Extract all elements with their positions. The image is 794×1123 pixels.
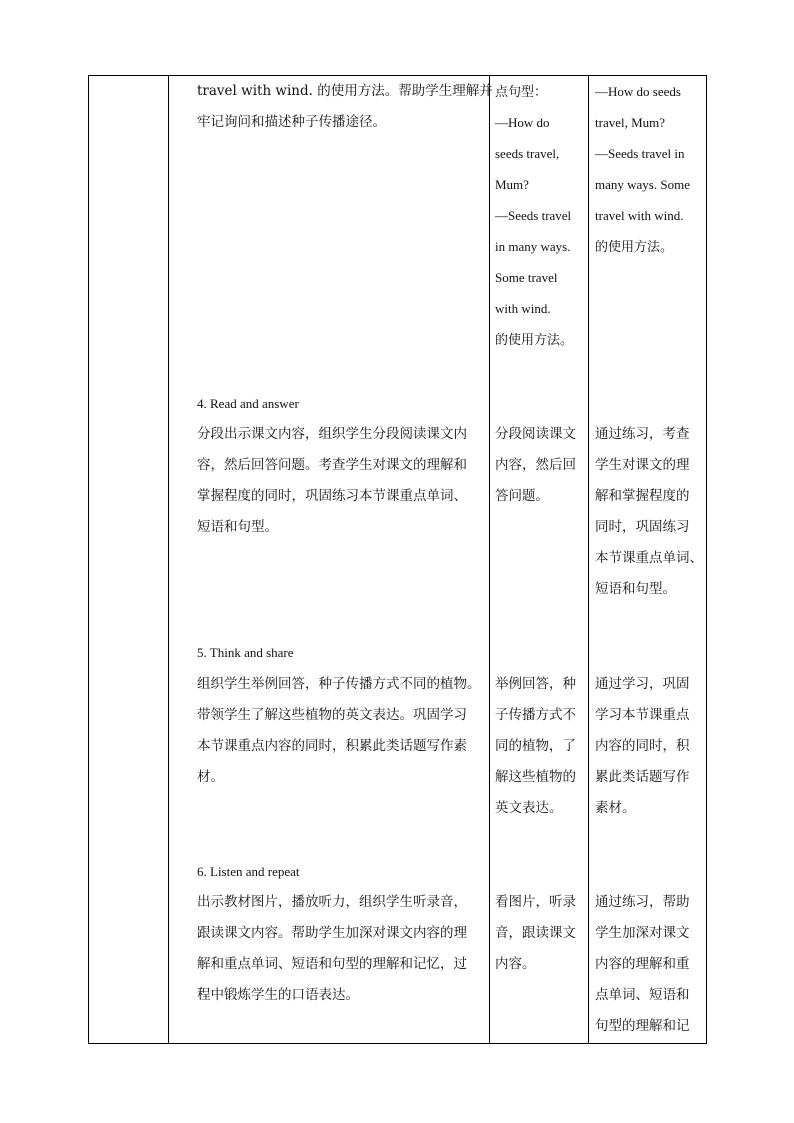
text-line: travel, Mum? — [595, 115, 666, 130]
section4-heading: 4. Read and answer — [197, 396, 299, 411]
text-line: travel with wind. 的使用方法。帮助学生理解并 — [197, 83, 493, 99]
text-line: seeds travel, — [495, 146, 560, 161]
text-line: —Seeds travel in — [595, 146, 685, 161]
section6-teacher-text — [197, 887, 467, 1011]
text-line: 累此类话题写作 — [595, 769, 690, 785]
text-line: 的使用方法。 — [595, 239, 674, 254]
text-line: 的使用方法。 — [495, 332, 574, 347]
section5-purpose-text — [595, 669, 690, 824]
column-divider-1 — [168, 76, 169, 1043]
text-line: 牢记询问和描述种子传播途径。 — [197, 114, 386, 130]
section4-student-text — [495, 419, 576, 512]
text-line: 举例回答，种 — [495, 676, 576, 692]
text-line: 带领学生了解这些植物的英文表达。巩固学习 — [197, 707, 467, 723]
text-line: 子传播方式不 — [495, 707, 576, 723]
section6-purpose-text — [595, 887, 690, 1042]
section3-purpose-text — [595, 76, 690, 262]
text-line: 素材。 — [595, 800, 636, 816]
text-line: with wind. — [495, 301, 551, 316]
text-line: 通过练习，考查 — [595, 426, 690, 442]
section6-student-text — [495, 887, 576, 980]
text-line: —Seeds travel — [495, 208, 572, 223]
text-line: 解这些植物的 — [495, 769, 576, 785]
text-line: 答问题。 — [495, 488, 549, 504]
text-line: 英文表达。 — [495, 800, 563, 816]
column-divider-2 — [489, 76, 490, 1043]
text-line: —How do seeds — [595, 84, 681, 99]
text-line: 分段出示课文内容，组织学生分段阅读课文内 — [197, 426, 467, 442]
section5-teacher-text — [197, 669, 481, 793]
text-line: 句型的理解和记 — [595, 1018, 690, 1034]
text-line: 短语和句型。 — [595, 581, 676, 597]
text-line: 通过练习，帮助 — [595, 894, 690, 910]
text-line: 同时，巩固练习 — [595, 519, 690, 535]
text-line: 短语和句型。 — [197, 519, 278, 535]
text-line: 分段阅读课文 — [495, 426, 576, 442]
text-line: 本节课重点内容的同时，积累此类话题写作素 — [197, 738, 467, 754]
text-line: 组织学生举例回答，种子传播方式不同的植物。 — [197, 676, 481, 692]
text-line: 掌握程度的同时，巩固练习本节课重点单词、 — [197, 488, 467, 504]
text-line: 跟读课文内容。帮助学生加深对课文内容的理 — [197, 925, 467, 941]
text-line: 内容。 — [495, 956, 536, 972]
text-line: many ways. Some — [595, 177, 690, 192]
text-line: 音，跟读课文 — [495, 925, 576, 941]
text-line: 通过学习，巩固 — [595, 676, 690, 692]
text-line: 学生加深对课文 — [595, 925, 690, 941]
section4-purpose-text — [595, 419, 703, 605]
text-line: in many ways. — [495, 239, 571, 254]
text-line: 点单词、短语和 — [595, 987, 690, 1003]
section5-student-text — [495, 669, 576, 824]
section5-heading: 5. Think and share — [197, 645, 294, 660]
column-divider-3 — [588, 76, 589, 1043]
text-line: 程中锻炼学生的口语表达。 — [197, 987, 359, 1003]
text-line: 出示教材图片，播放听力，组织学生听录音， — [197, 894, 467, 910]
text-line: 内容的理解和重 — [595, 956, 690, 972]
text-line: 看图片，听录 — [495, 894, 576, 910]
text-line: 内容的同时，积 — [595, 738, 690, 754]
text-line: 学生对课文的理 — [595, 457, 690, 473]
text-line: 本节课重点单词、 — [595, 550, 703, 566]
text-line: Some travel — [495, 270, 558, 285]
text-line: 解和掌握程度的 — [595, 488, 690, 504]
text-line: 点句型： — [495, 84, 548, 99]
text-line: 解和重点单词、短语和句型的理解和记忆，过 — [197, 956, 467, 972]
text-line: Mum? — [495, 177, 529, 192]
text-line: 容，然后回答问题。考查学生对课文的理解和 — [197, 457, 467, 473]
text-line: 内容，然后回 — [495, 457, 576, 473]
section3-student-text — [495, 76, 573, 355]
section4-teacher-text — [197, 419, 467, 543]
text-line: —How do — [495, 115, 550, 130]
text-line: 材。 — [197, 769, 224, 785]
section6-heading: 6. Listen and repeat — [197, 864, 300, 879]
text-line: 同的植物，了 — [495, 738, 576, 754]
text-line: travel with wind. — [595, 208, 684, 223]
section3-teacher-text — [197, 76, 493, 138]
text-line: 学习本节课重点 — [595, 707, 690, 723]
